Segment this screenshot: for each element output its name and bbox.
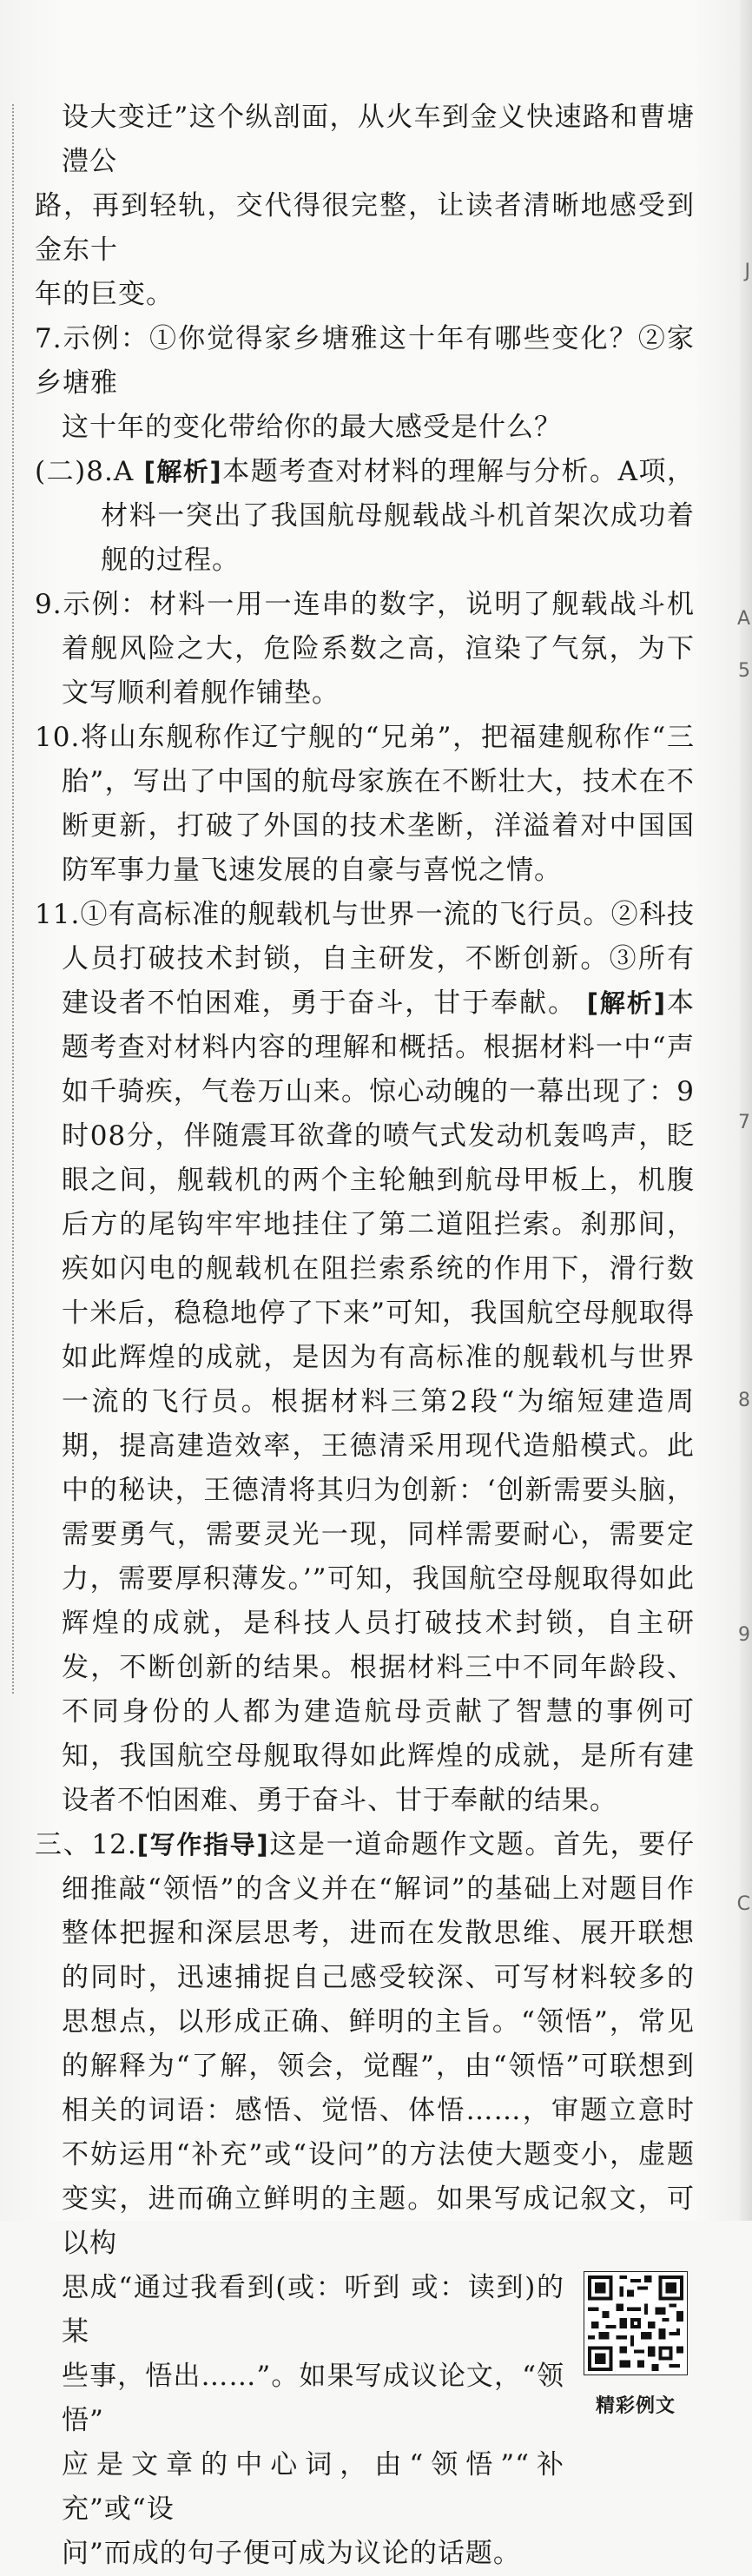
qr-code-box[interactable] [584, 2271, 688, 2428]
text-line: 路，再到轻轨，交代得很完整，让读者清晰地感受到金东十 [35, 190, 695, 266]
qr-text-block [35, 2266, 695, 2576]
text-line: 思成“通过我看到(或：听到 或：读到)的某 [62, 2272, 564, 2348]
edge-mark: 8 [738, 1390, 750, 1411]
answer-q12 [35, 1823, 695, 2266]
edge-mark: 9 [738, 1624, 750, 1646]
text-line: 问”而成的句子便可成为议论的话题。 [62, 2538, 521, 2569]
text-line: 应是文章的中心词，由“领悟”“补充”或“设 [62, 2449, 564, 2525]
text-line: 设大变迁”这个纵剖面，从火车到金义快速路和曹塘澧公 [62, 102, 695, 177]
answer-q7 [35, 317, 695, 450]
edge-mark: C [736, 1893, 750, 1915]
analysis-tag: [解析] [143, 457, 222, 486]
answer-q8 [35, 450, 695, 583]
analysis-text: 本题考查对材料的理解与分析。A项，材料一突出了我国航母舰载战斗机首架次成功着舰的过程。 [101, 456, 696, 576]
qr-code-icon[interactable] [584, 2271, 688, 2375]
question-number: (二)8.A [35, 456, 144, 487]
answer-q9: 9.示例：材料一用一连串的数字，说明了舰载战斗机着舰风险之大，危险系数之高，渲染了气氛，为下文写顺利着舰作铺垫。 [35, 589, 695, 709]
writing-guide-text: 这是一道命题作文题。首先，要仔细推敲“领悟”的含义并在“解词”的基础上对题目作整体把握和深层思考，进而在发散思维、展开联想的同时，迅速捕捉自己感受较深、可写材料较多的思想点，以形成正确、鲜明的主旨。“领悟”，常见的解释为“了解，领会，觉醒”，由“领悟”可联想到相关的词语：感悟、觉悟、体悟……，审题立意时不妨运用“补充”或“设问”的方法使大题变小，虚题变实，进而确立鲜明的主题。如果写成记叙文，可以构 [62, 1829, 695, 2259]
answer-q10: 10.将山东舰称作辽宁舰的“兄弟”，把福建舰称作“三胎”，写出了中国的航母家族在不断壮大，技术在不断更新，打破了外国的技术垄断，洋溢着对中国国防军事力量飞速发展的自豪与喜悦之情。 [35, 722, 695, 886]
edge-mark: J [744, 261, 750, 282]
text-line: 年的巨变。 [35, 279, 174, 310]
answer-text: 11.①有高标准的舰载机与世界一流的飞行员。②科技人员打破技术封锁，自主研发，不断创新。③所有建设者不怕困难，勇于奋斗，甘于奉献。 [35, 899, 695, 1019]
text-line: 这十年的变化带给你的最大感受是什么？ [62, 412, 562, 443]
answer-q11 [35, 893, 695, 1823]
binding-dotted-rule [12, 104, 14, 1694]
text-line: 7.示例：①你觉得家乡塘雅这十年有哪些变化？②家乡塘雅 [35, 323, 695, 399]
edge-mark: 5 [738, 660, 750, 682]
text-line: 些事，悟出……”。如果写成议论文，“领悟” [62, 2361, 564, 2436]
qr-caption: 精彩例文 [595, 2395, 676, 2417]
edge-mark: 7 [738, 1112, 750, 1133]
edge-mark: A [736, 608, 750, 630]
adjacent-page-edge [736, 0, 752, 2221]
answer-content [35, 96, 695, 2576]
writing-guide-tag: [写作指导] [136, 1830, 269, 1859]
analysis-tag: [解析] [586, 988, 667, 1018]
analysis-text: 本题考查对材料内容的理解和概括。根据材料一中“声如千骑疾，气卷万山来。惊心动魄的一幕出现了：9时08分，伴随震耳欲聋的喷气式发动机轰鸣声，眨眼之间，舰载机的两个主轮触到航母甲板上，机腹后方的尾钩牢牢地挂住了第二道阻拦索。刹那间，疾如闪电的舰载机在阻拦索系统的作用下，滑行数十米后，稳稳地停了下来”可知，我国航空母舰取得如此辉煌的成就，是因为有高标准的舰载机与世界一流的飞行员。根据材料三第2段“为缩短建造周期，提高建造效率，王德清采用现代造船模式。此中的秘诀，王德清将其归为创新：‘创新需要头脑，需要勇气，需要灵光一现，同样需要耐心，需要定力，需要厚积薄发。’”可知，我国航空母舰取得如此辉煌的成就，是科技人员打破技术封锁，自主研发，不断创新的结果。根据材料三中不同年龄段、不同身份的人都为建造航母贡献了智慧的事例可知，我国航空母舰取得如此辉煌的成就，是所有建设者不怕困难、勇于奋斗、甘于奉献的结果。 [62, 987, 696, 1816]
question-number: 三、12. [35, 1829, 137, 1860]
